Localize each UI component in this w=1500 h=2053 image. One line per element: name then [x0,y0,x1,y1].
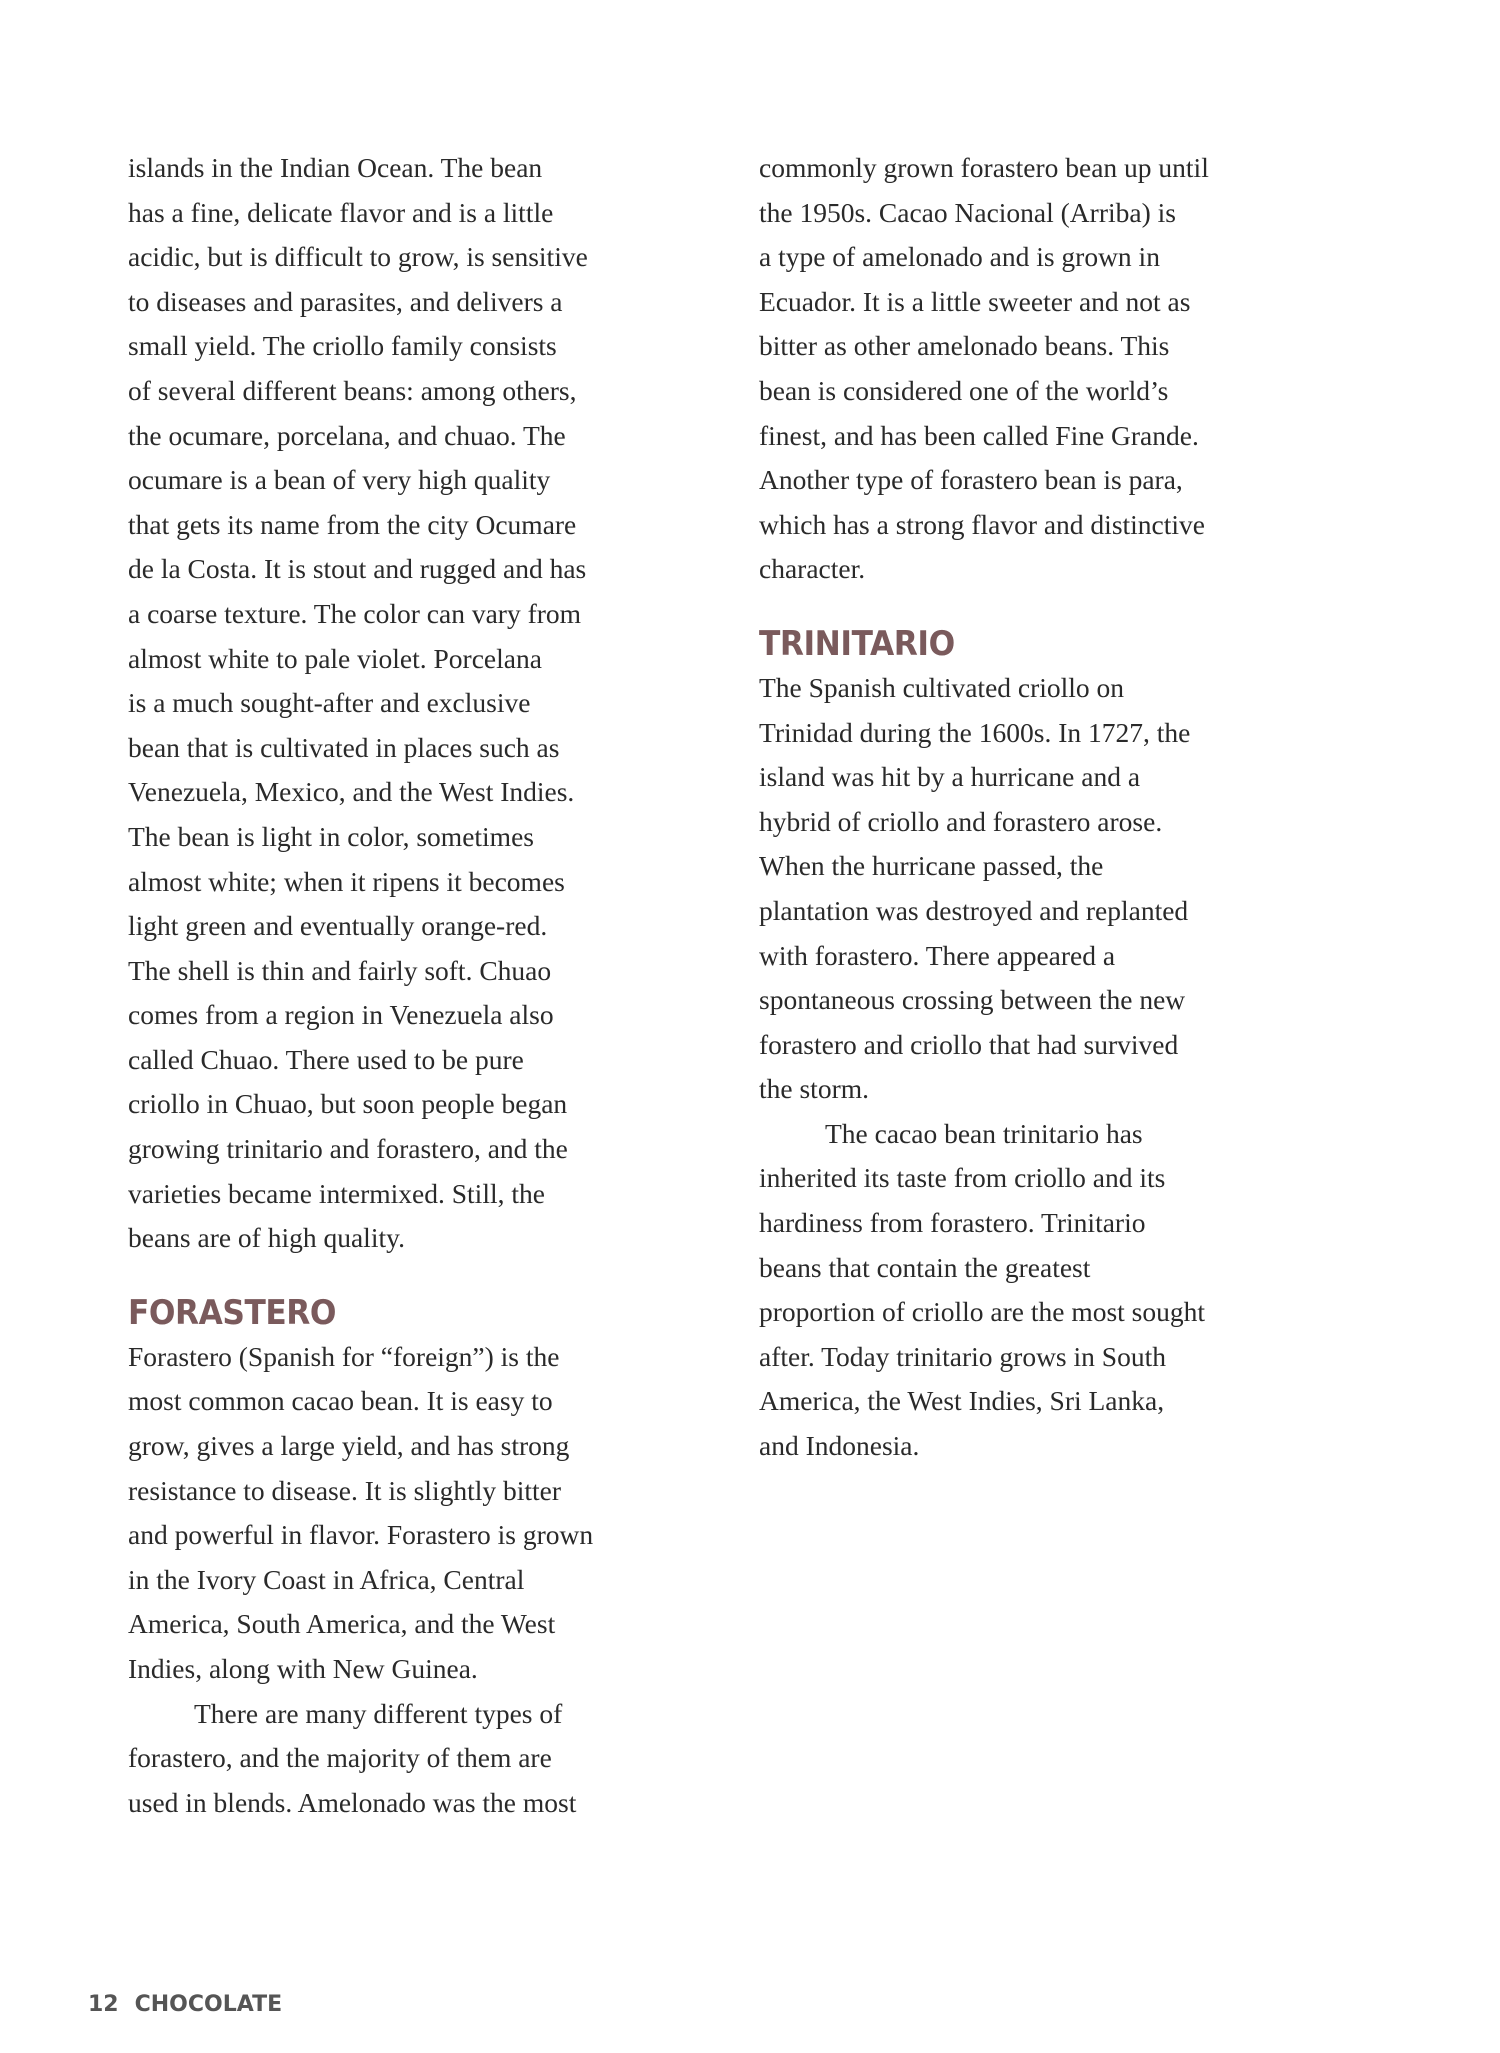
text-line: Forastero (Spanish for “foreign”) is the [128,1340,560,1372]
text-line: The cacao bean trinitario has [825,1117,1143,1149]
text-line: with forastero. There appeared a [759,939,1116,971]
text-line: America, the West Indies, Sri Lanka, [759,1385,1165,1417]
text-line: almost white to pale violet. Porcelana [128,642,542,674]
text-line: Trinidad during the 1600s. In 1727, the [759,716,1191,748]
text-line: America, South America, and the West [128,1608,556,1640]
right-column [759,146,1379,1469]
text-line: spontaneous crossing between the new [759,984,1186,1016]
left-column [128,146,748,1825]
text-line: Indies, along with New Guinea. [128,1653,478,1684]
text-line: bean is considered one of the world’s [759,374,1169,406]
text-line: has a fine, delicate flavor and is a little [128,196,554,228]
text-line: resistance to disease. It is slightly bitter [128,1474,562,1506]
text-line: light green and eventually orange-red. [128,910,548,942]
text-line: a type of amelonado and is grown in [759,241,1160,273]
section-heading: TRINITARIO [759,623,955,664]
text-line: the ocumare, porcelana, and chuao. The [128,419,566,451]
text-line: used in blends. Amelonado was the most [128,1786,577,1818]
text-line: bitter as other amelonado beans. This [759,330,1170,362]
section-heading: FORASTERO [128,1292,337,1333]
text-line: ocumare is a bean of very high quality [128,464,551,496]
text-line: finest, and has been called Fine Grande. [759,419,1199,451]
text-line: a coarse texture. The color can vary from [128,597,582,629]
text-line: which has a strong flavor and distinctive [759,508,1206,540]
paragraph [759,1112,1379,1469]
text-line: de la Costa. It is stout and rugged and has [128,553,587,585]
paragraph [128,1335,748,1692]
text-line: Another type of forastero bean is para, [759,464,1183,496]
text-line: that gets its name from the city Ocumare [128,508,577,540]
page-number: 12 [88,1992,119,2017]
text-line: beans are of high quality. [128,1222,405,1254]
text-line: The shell is thin and fairly soft. Chuao [128,954,552,986]
text-line: islands in the Indian Ocean. The bean [128,152,543,183]
text-line: varieties became intermixed. Still, the [128,1177,545,1209]
text-line: called Chuao. There used to be pure [128,1043,524,1075]
paragraph [759,666,1379,1112]
text-line: the 1950s. Cacao Nacional (Arriba) is [759,196,1176,228]
text-line: The bean is light in color, sometimes [128,820,534,852]
text-line: comes from a region in Venezuela also [128,999,554,1031]
text-line: of several different beans: among others, [128,374,577,406]
paragraph [128,1692,748,1826]
text-line: forastero, and the majority of them are [128,1742,552,1774]
text-line: When the hurricane passed, the [759,850,1104,882]
text-line: most common cacao bean. It is easy to [128,1385,553,1417]
text-line: hardiness from forastero. Trinitario [759,1207,1146,1239]
text-line: The Spanish cultivated criollo on [759,671,1125,703]
text-line: growing trinitario and forastero, and the [128,1133,568,1165]
text-line: and Indonesia. [759,1430,920,1462]
paragraph [759,146,1379,592]
text-line: bean that is cultivated in places such as [128,731,560,763]
text-line: beans that contain the greatest [759,1251,1091,1283]
text-line: island was hit by a hurricane and a [759,761,1141,793]
text-line: in the Ivory Coast in Africa, Central [128,1563,525,1595]
text-line: forastero and criollo that had survived [759,1028,1179,1060]
text-line: to diseases and parasites, and delivers a [128,285,563,317]
text-line: is a much sought-after and exclusive [128,687,531,719]
text-line: grow, gives a large yield, and has strong [128,1430,570,1462]
paragraph [128,146,748,1261]
text-line: hybrid of criollo and forastero arose. [759,805,1163,837]
text-line: criollo in Chuao, but soon people began [128,1088,568,1120]
text-line: after. Today trinitario grows in South [759,1340,1166,1372]
text-line: small yield. The criollo family consists [128,330,557,362]
text-line: and powerful in flavor. Forastero is grown [128,1519,594,1551]
text-line: plantation was destroyed and replanted [759,894,1189,926]
text-line: acidic, but is difficult to grow, is sensitive [128,241,588,273]
text-line: proportion of criollo are the most sought [759,1296,1206,1328]
page-footer [88,1992,298,2017]
text-line: Venezuela, Mexico, and the West Indies. [128,776,575,808]
text-line: Ecuador. It is a little sweeter and not as [759,285,1191,317]
text-line: character. [759,553,866,585]
text-line: almost white; when it ripens it becomes [128,865,565,897]
text-line: There are many different types of [194,1697,563,1729]
running-title: CHOCOLATE [134,1992,283,2017]
text-line: inherited its taste from criollo and its [759,1162,1166,1194]
text-line: the storm. [759,1073,869,1105]
text-line: commonly grown forastero bean up until [759,152,1209,183]
